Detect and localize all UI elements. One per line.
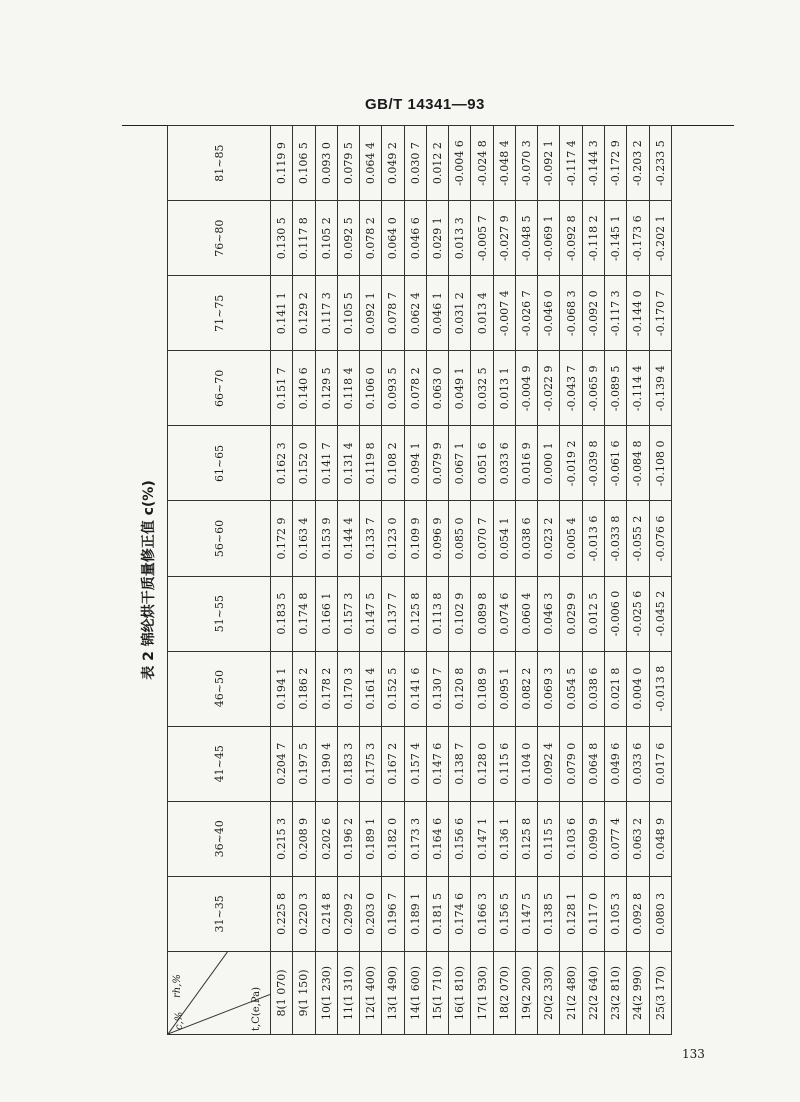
table-cell: 0.069 3 bbox=[538, 651, 560, 726]
table-cell: -0.070 3 bbox=[515, 126, 537, 201]
table-cell: 0.157 3 bbox=[337, 576, 359, 651]
table-cell: 0.095 1 bbox=[493, 651, 515, 726]
table-row bbox=[604, 126, 626, 1035]
table-cell: -0.092 8 bbox=[560, 201, 582, 276]
table-cell: 0.147 5 bbox=[360, 576, 382, 651]
table-cell: 0.115 5 bbox=[538, 801, 560, 876]
table-cell: -0.084 8 bbox=[627, 426, 649, 501]
table-cell: 0.017 6 bbox=[649, 726, 671, 801]
table-cell: 0.153 9 bbox=[315, 501, 337, 576]
table-cell: 0.125 8 bbox=[515, 801, 537, 876]
table-cell: 0.023 2 bbox=[538, 501, 560, 576]
table-cell: 0.108 2 bbox=[382, 426, 404, 501]
page-number: 133 bbox=[682, 1047, 705, 1061]
table-cell: 0.162 3 bbox=[271, 426, 293, 501]
table-cell: -0.048 4 bbox=[493, 126, 515, 201]
table-cell: 0.096 9 bbox=[426, 501, 448, 576]
table-cell: 0.078 2 bbox=[360, 201, 382, 276]
table-cell: 0.089 8 bbox=[471, 576, 493, 651]
table-row bbox=[515, 126, 537, 1035]
row-label: 12(1 400) bbox=[360, 951, 382, 1034]
table-cell: 0.172 9 bbox=[271, 501, 293, 576]
table-cell: -0.006 0 bbox=[604, 576, 626, 651]
table-cell: 0.117 8 bbox=[293, 201, 315, 276]
table-cell: 0.115 6 bbox=[493, 726, 515, 801]
row-label: 14(1 600) bbox=[404, 951, 426, 1034]
table-cell: 0.104 0 bbox=[515, 726, 537, 801]
table-cell: 0.078 7 bbox=[382, 276, 404, 351]
table-cell: 0.090 9 bbox=[582, 801, 604, 876]
table-cell: 0.012 2 bbox=[426, 126, 448, 201]
table-cell: 0.202 6 bbox=[315, 801, 337, 876]
table-cell: 0.102 9 bbox=[449, 576, 471, 651]
table-cell: 0.141 1 bbox=[271, 276, 293, 351]
table-cell: 0.108 9 bbox=[471, 651, 493, 726]
table-cell: 0.125 8 bbox=[404, 576, 426, 651]
table-row bbox=[582, 126, 604, 1035]
table-cell: -0.139 4 bbox=[649, 351, 671, 426]
table-cell: 0.004 0 bbox=[627, 651, 649, 726]
row-label: 11(1 310) bbox=[337, 951, 359, 1034]
table-cell: 0.080 3 bbox=[649, 876, 671, 951]
table-cell: 0.118 4 bbox=[337, 351, 359, 426]
row-label: 24(2 990) bbox=[627, 951, 649, 1034]
table-cell: 0.106 5 bbox=[293, 126, 315, 201]
table-cell: 0.109 9 bbox=[404, 501, 426, 576]
table-cell: 0.105 3 bbox=[604, 876, 626, 951]
table-cell: 0.183 5 bbox=[271, 576, 293, 651]
table-cell: -0.022 9 bbox=[538, 351, 560, 426]
table-cell: 0.031 2 bbox=[449, 276, 471, 351]
table-cell: -0.046 0 bbox=[538, 276, 560, 351]
table-cell: -0.024 8 bbox=[471, 126, 493, 201]
row-label: 15(1 710) bbox=[426, 951, 448, 1034]
table-cell: 0.131 4 bbox=[337, 426, 359, 501]
table-cell: 0.133 7 bbox=[360, 501, 382, 576]
document-header: GB/T 14341—93 bbox=[365, 96, 485, 113]
table-cell: 0.152 0 bbox=[293, 426, 315, 501]
table-cell: 0.046 1 bbox=[426, 276, 448, 351]
table-cell: 0.161 4 bbox=[360, 651, 382, 726]
table-cell: 0.194 1 bbox=[271, 651, 293, 726]
table-cell: 0.183 3 bbox=[337, 726, 359, 801]
table-cell: -0.033 8 bbox=[604, 501, 626, 576]
table-cell: 0.123 0 bbox=[382, 501, 404, 576]
table-cell: 0.094 1 bbox=[404, 426, 426, 501]
table-row bbox=[627, 126, 649, 1035]
table-cell: 0.038 6 bbox=[582, 651, 604, 726]
corner-t-label: t,C(e,Pa) bbox=[251, 987, 262, 1031]
table-cell: 0.106 0 bbox=[360, 351, 382, 426]
table-row bbox=[360, 126, 382, 1035]
table-cell: -0.004 9 bbox=[515, 351, 537, 426]
table-cell: 0.033 6 bbox=[493, 426, 515, 501]
table-cell: -0.170 7 bbox=[649, 276, 671, 351]
table-row bbox=[538, 126, 560, 1035]
table-cell: 0.175 3 bbox=[360, 726, 382, 801]
table-cell: -0.007 4 bbox=[493, 276, 515, 351]
table-cell: -0.019 2 bbox=[560, 426, 582, 501]
table-row bbox=[560, 126, 582, 1035]
table-cell: 0.013 3 bbox=[449, 201, 471, 276]
table-cell: -0.065 9 bbox=[582, 351, 604, 426]
table-cell: 0.196 7 bbox=[382, 876, 404, 951]
table-cell: 0.117 3 bbox=[315, 276, 337, 351]
table-cell: 0.136 1 bbox=[493, 801, 515, 876]
table-cell: 0.063 0 bbox=[426, 351, 448, 426]
table-cell: 0.033 6 bbox=[627, 726, 649, 801]
table-cell: 0.013 4 bbox=[471, 276, 493, 351]
table-cell: -0.172 9 bbox=[604, 126, 626, 201]
row-label: 18(2 070) bbox=[493, 951, 515, 1034]
table-cell: 0.062 4 bbox=[404, 276, 426, 351]
table-header-row bbox=[168, 126, 271, 1035]
table-cell: -0.076 6 bbox=[649, 501, 671, 576]
column-header: 81~85 bbox=[168, 126, 271, 201]
column-header: 46~50 bbox=[168, 651, 271, 726]
table-corner-cell bbox=[168, 951, 271, 1034]
table-cell: 0.166 1 bbox=[315, 576, 337, 651]
table-cell: -0.045 2 bbox=[649, 576, 671, 651]
table-cell: 0.013 1 bbox=[493, 351, 515, 426]
table-cell: -0.048 5 bbox=[515, 201, 537, 276]
table-row bbox=[337, 126, 359, 1035]
table-cell: -0.061 6 bbox=[604, 426, 626, 501]
table-cell: 0.119 9 bbox=[271, 126, 293, 201]
column-header: 71~75 bbox=[168, 276, 271, 351]
table-cell: 0.186 2 bbox=[293, 651, 315, 726]
row-label: 10(1 230) bbox=[315, 951, 337, 1034]
table-cell: 0.174 8 bbox=[293, 576, 315, 651]
table-cell: 0.141 6 bbox=[404, 651, 426, 726]
table-cell: 0.220 3 bbox=[293, 876, 315, 951]
table-cell: -0.173 6 bbox=[627, 201, 649, 276]
table-cell: 0.077 4 bbox=[604, 801, 626, 876]
table-cell: 0.174 6 bbox=[449, 876, 471, 951]
table-cell: 0.046 3 bbox=[538, 576, 560, 651]
table-cell: 0.215 3 bbox=[271, 801, 293, 876]
rotated-table-block bbox=[137, 125, 672, 1035]
table-cell: 0.074 6 bbox=[493, 576, 515, 651]
table-cell: 0.049 2 bbox=[382, 126, 404, 201]
table-cell: 0.128 1 bbox=[560, 876, 582, 951]
table-cell: 0.093 5 bbox=[382, 351, 404, 426]
table-cell: -0.089 5 bbox=[604, 351, 626, 426]
row-label: 19(2 200) bbox=[515, 951, 537, 1034]
table-cell: -0.013 6 bbox=[582, 501, 604, 576]
table-cell: 0.078 2 bbox=[404, 351, 426, 426]
table-cell: 0.113 8 bbox=[426, 576, 448, 651]
table-cell: -0.068 3 bbox=[560, 276, 582, 351]
table-cell: -0.144 3 bbox=[582, 126, 604, 201]
table-cell: 0.173 3 bbox=[404, 801, 426, 876]
corner-rh-label: rh,% bbox=[172, 974, 183, 998]
table-cell: 0.157 4 bbox=[404, 726, 426, 801]
table-cell: 0.005 4 bbox=[560, 501, 582, 576]
row-label: 20(2 330) bbox=[538, 951, 560, 1034]
table-cell: 0.204 7 bbox=[271, 726, 293, 801]
table-cell: 0.021 8 bbox=[604, 651, 626, 726]
table-cell: -0.005 7 bbox=[471, 201, 493, 276]
table-cell: 0.138 7 bbox=[449, 726, 471, 801]
table-cell: 0.119 8 bbox=[360, 426, 382, 501]
column-header: 41~45 bbox=[168, 726, 271, 801]
table-cell: 0.082 2 bbox=[515, 651, 537, 726]
table-cell: -0.145 1 bbox=[604, 201, 626, 276]
table-cell: 0.225 8 bbox=[271, 876, 293, 951]
corner-c-label: c,% bbox=[174, 1011, 185, 1030]
table-cell: -0.013 8 bbox=[649, 651, 671, 726]
table-cell: 0.170 3 bbox=[337, 651, 359, 726]
table-cell: -0.026 7 bbox=[515, 276, 537, 351]
table-cell: 0.182 0 bbox=[382, 801, 404, 876]
table-title: 表 2 锦纶烘干质量修正值 c(%) bbox=[141, 480, 157, 680]
table-row bbox=[271, 126, 293, 1035]
table-cell: 0.138 5 bbox=[538, 876, 560, 951]
table-cell: 0.129 5 bbox=[315, 351, 337, 426]
table-row bbox=[293, 126, 315, 1035]
correction-table bbox=[167, 125, 672, 1035]
table-cell: -0.043 7 bbox=[560, 351, 582, 426]
table-cell: -0.114 4 bbox=[627, 351, 649, 426]
table-cell: -0.203 2 bbox=[627, 126, 649, 201]
table-cell: 0.117 0 bbox=[582, 876, 604, 951]
row-label: 23(2 810) bbox=[604, 951, 626, 1034]
table-cell: 0.030 7 bbox=[404, 126, 426, 201]
table-cell: 0.105 5 bbox=[337, 276, 359, 351]
table-cell: 0.181 5 bbox=[426, 876, 448, 951]
table-cell: -0.004 6 bbox=[449, 126, 471, 201]
table-cell: -0.055 2 bbox=[627, 501, 649, 576]
column-header: 31~35 bbox=[168, 876, 271, 951]
table-cell: 0.166 3 bbox=[471, 876, 493, 951]
table-body bbox=[271, 126, 672, 1035]
table-cell: -0.117 3 bbox=[604, 276, 626, 351]
table-cell: 0.029 9 bbox=[560, 576, 582, 651]
table-cell: -0.092 1 bbox=[538, 126, 560, 201]
table-cell: 0.000 1 bbox=[538, 426, 560, 501]
table-cell: 0.163 4 bbox=[293, 501, 315, 576]
table-cell: 0.051 6 bbox=[471, 426, 493, 501]
table-cell: 0.128 0 bbox=[471, 726, 493, 801]
table-cell: 0.054 5 bbox=[560, 651, 582, 726]
table-row bbox=[382, 126, 404, 1035]
column-header: 61~65 bbox=[168, 426, 271, 501]
row-label: 25(3 170) bbox=[649, 951, 671, 1034]
table-cell: 0.189 1 bbox=[404, 876, 426, 951]
table-cell: 0.203 0 bbox=[360, 876, 382, 951]
table-row bbox=[649, 126, 671, 1035]
table-cell: 0.092 5 bbox=[337, 201, 359, 276]
table-cell: 0.164 6 bbox=[426, 801, 448, 876]
column-header: 36~40 bbox=[168, 801, 271, 876]
row-label: 22(2 640) bbox=[582, 951, 604, 1034]
column-header: 56~60 bbox=[168, 501, 271, 576]
table-cell: 0.048 9 bbox=[649, 801, 671, 876]
table-cell: 0.064 8 bbox=[582, 726, 604, 801]
table-cell: 0.070 7 bbox=[471, 501, 493, 576]
table-cell: 0.049 6 bbox=[604, 726, 626, 801]
table-row bbox=[315, 126, 337, 1035]
table-cell: 0.064 0 bbox=[382, 201, 404, 276]
table-cell: 0.147 5 bbox=[515, 876, 537, 951]
table-cell: -0.039 8 bbox=[582, 426, 604, 501]
table-cell: 0.079 0 bbox=[560, 726, 582, 801]
table-cell: 0.152 5 bbox=[382, 651, 404, 726]
row-label: 8(1 070) bbox=[271, 951, 293, 1034]
table-cell: 0.016 9 bbox=[515, 426, 537, 501]
table-cell: 0.085 0 bbox=[449, 501, 471, 576]
row-label: 16(1 810) bbox=[449, 951, 471, 1034]
table-cell: -0.118 2 bbox=[582, 201, 604, 276]
table-cell: 0.178 2 bbox=[315, 651, 337, 726]
table-row bbox=[426, 126, 448, 1035]
column-header: 76~80 bbox=[168, 201, 271, 276]
table-cell: 0.147 1 bbox=[471, 801, 493, 876]
table-cell: 0.032 5 bbox=[471, 351, 493, 426]
table-cell: -0.117 4 bbox=[560, 126, 582, 201]
table-cell: 0.067 1 bbox=[449, 426, 471, 501]
table-cell: 0.060 4 bbox=[515, 576, 537, 651]
table-cell: 0.049 1 bbox=[449, 351, 471, 426]
table-cell: 0.190 4 bbox=[315, 726, 337, 801]
table-cell: 0.092 1 bbox=[360, 276, 382, 351]
table-cell: 0.120 8 bbox=[449, 651, 471, 726]
table-cell: 0.029 1 bbox=[426, 201, 448, 276]
table-cell: 0.209 2 bbox=[337, 876, 359, 951]
table-cell: -0.108 0 bbox=[649, 426, 671, 501]
table-cell: 0.063 2 bbox=[627, 801, 649, 876]
row-label: 13(1 490) bbox=[382, 951, 404, 1034]
table-row bbox=[471, 126, 493, 1035]
table-cell: 0.046 6 bbox=[404, 201, 426, 276]
table-cell: -0.092 0 bbox=[582, 276, 604, 351]
table-cell: 0.092 4 bbox=[538, 726, 560, 801]
table-cell: -0.025 6 bbox=[627, 576, 649, 651]
table-cell: 0.092 8 bbox=[627, 876, 649, 951]
table-cell: 0.038 6 bbox=[515, 501, 537, 576]
table-cell: -0.027 9 bbox=[493, 201, 515, 276]
table-cell: 0.079 5 bbox=[337, 126, 359, 201]
table-cell: 0.012 5 bbox=[582, 576, 604, 651]
table-cell: 0.141 7 bbox=[315, 426, 337, 501]
table-cell: 0.064 4 bbox=[360, 126, 382, 201]
table-cell: 0.156 6 bbox=[449, 801, 471, 876]
table-cell: 0.129 2 bbox=[293, 276, 315, 351]
table-cell: 0.079 9 bbox=[426, 426, 448, 501]
table-row bbox=[404, 126, 426, 1035]
table-cell: 0.214 8 bbox=[315, 876, 337, 951]
table-cell: 0.151 7 bbox=[271, 351, 293, 426]
table-cell: 0.196 2 bbox=[337, 801, 359, 876]
table-cell: -0.202 1 bbox=[649, 201, 671, 276]
table-cell: 0.197 5 bbox=[293, 726, 315, 801]
table-cell: 0.167 2 bbox=[382, 726, 404, 801]
table-row bbox=[449, 126, 471, 1035]
row-label: 17(1 930) bbox=[471, 951, 493, 1034]
row-label: 9(1 150) bbox=[293, 951, 315, 1034]
table-cell: 0.130 5 bbox=[271, 201, 293, 276]
column-header: 51~55 bbox=[168, 576, 271, 651]
column-header: 66~70 bbox=[168, 351, 271, 426]
table-cell: 0.147 6 bbox=[426, 726, 448, 801]
table-cell: -0.069 1 bbox=[538, 201, 560, 276]
table-cell: 0.189 1 bbox=[360, 801, 382, 876]
table-cell: -0.233 5 bbox=[649, 126, 671, 201]
table-cell: -0.144 0 bbox=[627, 276, 649, 351]
table-cell: 0.144 4 bbox=[337, 501, 359, 576]
table-cell: 0.054 1 bbox=[493, 501, 515, 576]
table-row bbox=[493, 126, 515, 1035]
table-cell: 0.208 9 bbox=[293, 801, 315, 876]
table-cell: 0.105 2 bbox=[315, 201, 337, 276]
table-cell: 0.103 6 bbox=[560, 801, 582, 876]
table-cell: 0.130 7 bbox=[426, 651, 448, 726]
table-cell: 0.140 6 bbox=[293, 351, 315, 426]
row-label: 21(2 480) bbox=[560, 951, 582, 1034]
table-cell: 0.093 0 bbox=[315, 126, 337, 201]
table-cell: 0.156 5 bbox=[493, 876, 515, 951]
table-cell: 0.137 7 bbox=[382, 576, 404, 651]
